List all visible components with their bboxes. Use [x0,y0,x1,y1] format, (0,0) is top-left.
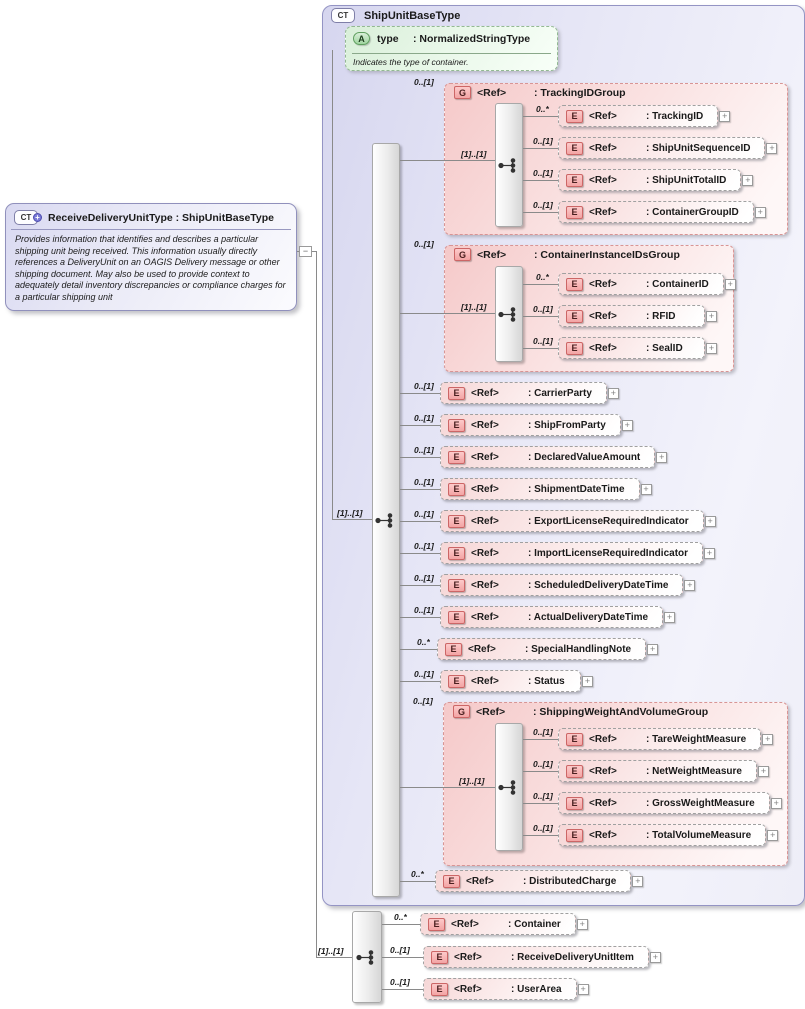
expand-icon[interactable]: + [742,175,753,186]
element-box-tare-weight-measure[interactable] [558,728,761,750]
element-icon: E [566,829,583,842]
element-row-user-area [423,978,589,1000]
connector-line [316,957,352,958]
element-row-export-license-required-indicator [440,510,716,532]
expand-icon[interactable]: + [705,516,716,527]
element-name: : ActualDeliveryDateTime [528,611,649,623]
connector-line [523,739,558,740]
element-name: : DistributedCharge [523,875,617,887]
element-ref: <Ref> [471,515,499,527]
expand-icon[interactable]: + [656,452,667,463]
expand-icon[interactable]: + [608,388,619,399]
element-ref: <Ref> [471,451,499,463]
element-box-rfid[interactable] [558,305,705,327]
expand-icon[interactable]: + [762,734,773,745]
connector-line [523,148,558,149]
connector-line [382,989,423,990]
element-name: : ScheduledDeliveryDateTime [528,579,669,591]
element-icon: E [566,310,583,323]
sequence-compositor[interactable] [495,103,523,227]
expand-icon[interactable]: + [650,952,661,963]
element-box-carrier-party[interactable] [440,382,607,404]
connector-line [332,50,333,519]
element-icon: E [566,797,583,810]
element-ref: <Ref> [589,174,617,186]
sequence-icon [498,158,520,173]
base-type-title: ShipUnitBaseType [364,9,461,22]
cardinality-label: 0..[1] [533,791,553,801]
attribute-type: : NormalizedStringType [413,32,531,45]
cardinality-label: 0..[1] [413,696,433,706]
element-name: : UserArea [511,983,562,995]
cardinality-label: 0..[1] [414,77,434,87]
group-ref: <Ref> [477,86,507,99]
element-name: : Status [528,675,565,687]
element-row-distributed-charge [435,870,643,892]
expand-icon[interactable]: + [622,420,633,431]
element-name: : RFID [646,310,676,322]
cardinality-label: 0..[1] [414,509,434,519]
element-row-ship-from-party [440,414,633,436]
element-icon: E [566,765,583,778]
expand-icon[interactable]: + [725,279,736,290]
element-name: : GrossWeightMeasure [646,797,755,809]
expand-icon[interactable]: + [664,612,675,623]
connector-line [400,617,440,618]
cardinality-label: 0..* [536,104,549,114]
element-row-tracking-id [558,105,730,127]
cardinality-label: 0..[1] [414,669,434,679]
cardinality-label: 0..[1] [414,573,434,583]
element-row-container-id [558,273,736,295]
connector-line [332,519,372,520]
element-row-container [420,913,588,935]
element-icon: E [566,278,583,291]
element-ref: <Ref> [466,875,494,887]
cardinality-label: 0..[1] [390,977,410,987]
element-icon: E [566,733,583,746]
connector-line [400,881,435,882]
element-name: : CarrierParty [528,387,592,399]
group-icon: G [453,705,470,718]
element-box-ship-unit-sequence-id[interactable] [558,137,765,159]
cardinality-label: 0..[1] [533,136,553,146]
derived-plus-badge: + [33,213,42,222]
cardinality-label: 0..[1] [414,605,434,615]
group-name: : TrackingIDGroup [534,86,626,99]
element-name: : SpecialHandlingNote [525,643,632,655]
element-ref: <Ref> [589,829,617,841]
element-row-import-license-required-indicator [440,542,715,564]
attribute-doc: Indicates the type of container. [353,57,469,67]
element-box-container-group-id[interactable] [558,201,754,223]
cardinality-label: 0..[1] [414,381,434,391]
type-doc: Provides information that identifies and describes a particular shipping unit being received. This information usually directly references a DeliveryUnit on an OAGIS Delivery message or other shipping document. May also be used to provide context to adequately detail inventory discrepancies or compliance charges for a particular shipping unit [15,234,286,302]
connector-line [400,489,440,490]
cardinality-label: 0..[1] [414,239,434,249]
element-ref: <Ref> [471,387,499,399]
element-ref: <Ref> [589,278,617,290]
element-ref: <Ref> [589,142,617,154]
expand-icon[interactable]: + [755,207,766,218]
sequence-compositor[interactable] [372,143,400,897]
element-box-export-license-required-indicator[interactable] [440,510,704,532]
expand-icon[interactable]: + [582,676,593,687]
group-header [454,248,680,261]
sequence-icon [498,307,520,322]
connector-line [400,521,440,522]
connector-line [523,771,558,772]
element-name: : ImportLicenseRequiredIndicator [528,547,689,559]
sequence-icon [356,950,378,965]
connector-line [400,681,440,682]
attribute-separator [352,53,551,54]
element-row-declared-value-amount [440,446,667,468]
connector-line [400,457,440,458]
base-type-header [331,8,460,23]
type-box-header [6,204,296,229]
element-row-container-group-id [558,201,766,223]
element-row-actual-delivery-date-time [440,606,675,628]
element-box-actual-delivery-date-time[interactable] [440,606,663,628]
connector-line [382,924,420,925]
cardinality-label: 0..* [394,912,407,922]
connector-line [523,116,558,117]
cardinality-label: 0..* [411,869,424,879]
element-ref: <Ref> [589,206,617,218]
expand-icon[interactable]: + [641,484,652,495]
element-ref: <Ref> [471,675,499,687]
element-row-total-volume-measure [558,824,778,846]
element-box-gross-weight-measure[interactable] [558,792,770,814]
group-header [454,86,626,99]
element-icon: E [448,579,465,592]
connector-line [400,393,440,394]
connector-line [523,348,558,349]
sequence-compositor[interactable] [495,723,523,851]
element-row-special-handling-note [437,638,658,660]
cardinality-label: 0..[1] [533,823,553,833]
element-box-import-license-required-indicator[interactable] [440,542,703,564]
connector-line [400,787,497,788]
element-ref: <Ref> [589,797,617,809]
element-icon: E [445,643,462,656]
expand-icon[interactable]: + [684,580,695,591]
element-icon: E [448,675,465,688]
cardinality-label: 0..[1] [414,541,434,551]
cardinality-label: 0..[1] [414,445,434,455]
element-box-net-weight-measure[interactable] [558,760,757,782]
attribute-name: type [377,32,399,45]
element-box-status[interactable] [440,670,581,692]
expand-icon[interactable]: + [647,644,658,655]
element-box-shipment-date-time[interactable] [440,478,640,500]
element-row-receive-delivery-unit-item [423,946,661,968]
element-name: : TareWeightMeasure [646,733,747,745]
group-icon: G [454,86,471,99]
cardinality-label: [1]..[1] [318,946,344,956]
element-ref: <Ref> [589,765,617,777]
element-name: : ShipUnitTotalID [646,174,727,186]
element-row-ship-unit-sequence-id [558,137,777,159]
element-row-status [440,670,593,692]
element-name: : ReceiveDeliveryUnitItem [511,951,634,963]
element-icon: E [428,918,445,931]
element-row-tare-weight-measure [558,728,773,750]
element-name: : TotalVolumeMeasure [646,829,752,841]
connector-line [400,160,497,161]
element-box-seal-id[interactable] [558,337,705,359]
element-row-rfid [558,305,717,327]
complex-type-icon: CT [331,8,355,23]
group-ref: <Ref> [476,705,506,718]
group-ref: <Ref> [477,248,507,261]
element-box-ship-from-party[interactable] [440,414,621,436]
element-icon: E [448,515,465,528]
type-box-receive-delivery-unit-type[interactable] [5,203,297,311]
element-ref: <Ref> [471,611,499,623]
element-ref: <Ref> [589,342,617,354]
expand-icon[interactable]: + [758,766,769,777]
element-name: : ContainerGroupID [646,206,739,218]
group-icon: G [454,248,471,261]
element-name: : ShipFromParty [528,419,606,431]
attribute-box-type[interactable] [345,26,558,71]
element-ref: <Ref> [468,643,496,655]
element-row-scheduled-delivery-date-time [440,574,695,596]
cardinality-label: [1]..[1] [459,776,485,786]
cardinality-label: [1]..[1] [461,302,487,312]
expand-icon[interactable]: + [632,876,643,887]
expand-icon[interactable]: + [766,143,777,154]
element-box-special-handling-note[interactable] [437,638,646,660]
element-name: : TrackingID [646,110,704,122]
element-box-tracking-id[interactable] [558,105,718,127]
connector-line [400,553,440,554]
sequence-icon [498,780,520,795]
element-name: : NetWeightMeasure [646,765,742,777]
attribute-icon: A [353,32,370,45]
group-name: : ContainerInstanceIDsGroup [534,248,680,261]
expand-icon[interactable]: + [577,919,588,930]
element-row-ship-unit-total-id [558,169,753,191]
element-box-scheduled-delivery-date-time[interactable] [440,574,683,596]
connector-line [523,835,558,836]
expand-icon[interactable]: + [706,343,717,354]
cardinality-label: 0..[1] [533,759,553,769]
connector-line [382,957,423,958]
element-icon: E [566,110,583,123]
element-ref: <Ref> [589,310,617,322]
element-ref: <Ref> [471,419,499,431]
attribute-header [353,32,530,45]
element-name: : SealID [646,342,683,354]
expand-icon[interactable]: + [706,311,717,322]
connector-line [523,316,558,317]
element-icon: E [448,483,465,496]
cardinality-label: 0..[1] [533,304,553,314]
element-name: : DeclaredValueAmount [528,451,641,463]
element-row-carrier-party [440,382,619,404]
expand-icon[interactable]: + [704,548,715,559]
connector-line [400,313,497,314]
element-box-distributed-charge[interactable] [435,870,631,892]
element-name: : ContainerID [646,278,709,290]
connector-line [400,425,440,426]
complex-type-derived-icon [14,210,38,225]
cardinality-label: 0..* [536,272,549,282]
element-ref: <Ref> [451,918,479,930]
connector-line [523,284,558,285]
element-box-receive-delivery-unit-item[interactable] [423,946,649,968]
element-icon: E [431,983,448,996]
element-box-container[interactable] [420,913,576,935]
element-ref: <Ref> [471,579,499,591]
element-row-seal-id [558,337,717,359]
element-icon: E [566,174,583,187]
element-ref: <Ref> [471,547,499,559]
collapse-icon[interactable]: − [299,246,312,257]
cardinality-label: 0..[1] [390,945,410,955]
element-row-gross-weight-measure [558,792,782,814]
connector-line [523,180,558,181]
element-box-user-area[interactable] [423,978,577,1000]
element-icon: E [431,951,448,964]
cardinality-label: 0..[1] [414,413,434,423]
connector-line [523,803,558,804]
element-row-shipment-date-time [440,478,652,500]
element-icon: E [448,611,465,624]
element-name: : ExportLicenseRequiredIndicator [528,515,689,527]
cardinality-label: 0..[1] [533,168,553,178]
cardinality-label: [1]..[1] [461,149,487,159]
element-row-net-weight-measure [558,760,769,782]
element-icon: E [448,547,465,560]
element-name: : Container [508,918,561,930]
element-icon: E [448,451,465,464]
cardinality-label: 0..[1] [533,727,553,737]
cardinality-label: [1]..[1] [337,508,363,518]
element-box-declared-value-amount[interactable] [440,446,655,468]
connector-line [523,212,558,213]
element-name: : ShipmentDateTime [528,483,625,495]
element-ref: <Ref> [589,110,617,122]
cardinality-label: 0..[1] [533,336,553,346]
connector-line [400,585,440,586]
expand-icon[interactable]: + [578,984,589,995]
sequence-compositor[interactable] [352,911,382,1003]
element-icon: E [443,875,460,888]
cardinality-label: 0..* [417,637,430,647]
element-ref: <Ref> [454,983,482,995]
element-icon: E [448,419,465,432]
element-box-total-volume-measure[interactable] [558,824,766,846]
complex-type-icon-label: CT [20,213,32,222]
element-ref: <Ref> [589,733,617,745]
element-name: : ShipUnitSequenceID [646,142,751,154]
element-ref: <Ref> [471,483,499,495]
element-icon: E [448,387,465,400]
connector-line [316,251,317,958]
element-box-container-id[interactable] [558,273,724,295]
expand-icon[interactable]: + [771,798,782,809]
type-title: ReceiveDeliveryUnitType : ShipUnitBaseType [48,211,275,224]
expand-icon[interactable]: + [719,111,730,122]
sequence-compositor[interactable] [495,266,523,362]
connector-line [400,649,437,650]
sequence-icon [375,513,397,528]
cardinality-label: 0..[1] [533,200,553,210]
group-name: : ShippingWeightAndVolumeGroup [533,705,709,718]
element-icon: E [566,142,583,155]
element-box-ship-unit-total-id[interactable] [558,169,741,191]
group-header [453,705,708,718]
element-ref: <Ref> [454,951,482,963]
element-icon: E [566,206,583,219]
expand-icon[interactable]: + [767,830,778,841]
cardinality-label: 0..[1] [414,477,434,487]
element-icon: E [566,342,583,355]
